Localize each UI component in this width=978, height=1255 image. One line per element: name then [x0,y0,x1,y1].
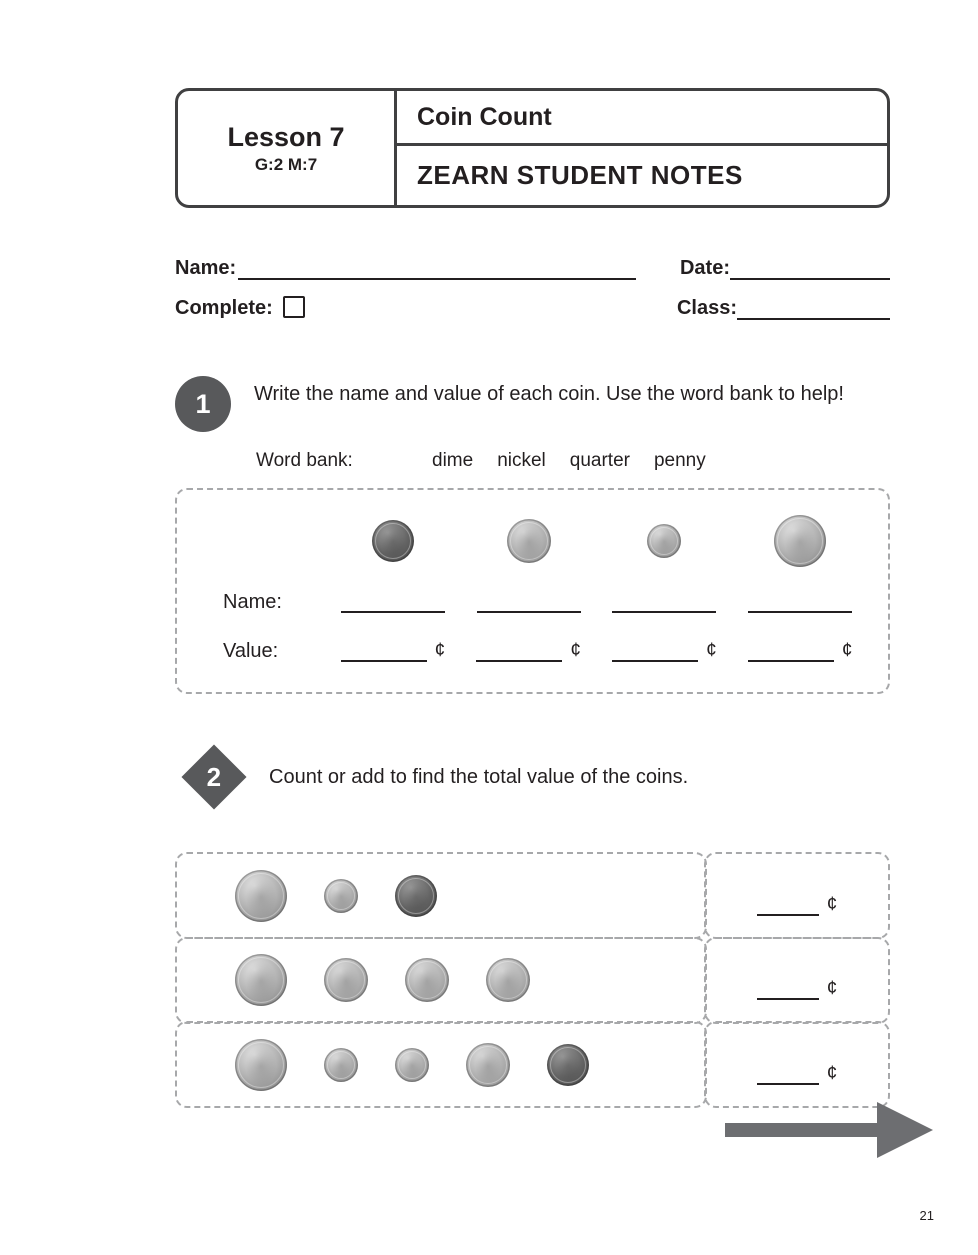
dime-coin [324,1048,358,1082]
penny-coin [547,1044,589,1086]
lesson-title: Coin Count [397,91,887,146]
penny-coin [372,520,414,562]
coin-name-answer-blank[interactable] [748,591,852,613]
complete-checkbox[interactable] [283,296,305,318]
lesson-info [178,91,397,205]
problem-2-rows [175,852,890,1108]
problem-1-answer-box [175,488,890,694]
problem-2-badge [181,744,246,809]
coin-value-answer-blank[interactable] [341,640,427,662]
class-label: Class: [676,297,737,319]
worksheet-subtitle: ZEARN STUDENT NOTES [417,160,743,190]
coin-value-answer-blank[interactable] [476,640,562,662]
name-blank-cell [597,591,733,613]
lesson-number: Lesson 7 [227,121,345,152]
name-date-row [175,240,890,280]
date-blank[interactable] [730,256,890,280]
quarter-coin [235,954,287,1006]
coin-value-answer-blank[interactable] [748,640,834,662]
problem-1-badge [175,376,231,432]
student-info [175,240,890,320]
class-blank[interactable] [737,296,890,320]
coin-name-answer-blank[interactable] [612,591,716,613]
name-row-label: Name: [223,590,282,613]
cent-symbol: ¢ [570,640,581,661]
coin-name-row [197,578,868,626]
coin-group [175,852,707,939]
word-bank-words [432,450,706,472]
problem-2-number: 2 [206,761,222,792]
coin-name-answer-blank[interactable] [341,591,445,613]
dime-coin [395,1048,429,1082]
total-answer-cell [704,1021,890,1108]
value-blank-cell [325,640,461,662]
total-answer-cell [704,937,890,1024]
name-blank[interactable] [238,256,636,280]
coin-group-row [175,937,890,1024]
grade-module: G:2 M:7 [254,154,318,174]
problem-2-instructions: Count or add to find the total value of the coins. [269,765,689,788]
coin-cell [461,519,597,563]
cent-symbol: ¢ [841,640,853,661]
arrow-head [877,1102,933,1158]
dime-coin [324,879,358,913]
coin-cell [325,520,461,562]
name-blank-cell [461,591,597,613]
name-blank-cell [325,591,461,613]
nickel-coin [507,519,551,563]
nickel-coin [466,1043,510,1087]
value-blank-cell [597,640,733,662]
coin-cell [597,524,733,558]
lesson-header-box [175,88,890,208]
cent-symbol: ¢ [434,640,446,661]
word-bank-word: quarter [569,450,630,471]
date-label: Date: [679,257,730,279]
cent-symbol: ¢ [826,1062,838,1084]
problem-1 [175,376,890,432]
total-answer-cell [704,852,890,939]
total-answer-blank[interactable] [757,978,819,1000]
problem-1-instructions: Write the name and value of each coin. Use the word bank to help! [254,383,844,405]
coin-group [175,937,707,1024]
total-answer-blank[interactable] [757,894,819,916]
word-bank [256,450,890,472]
value-blank-cell [732,640,868,662]
problem-2 [175,746,890,808]
dime-coin [647,524,681,558]
coin-value-answer-blank[interactable] [612,640,698,662]
cent-symbol: ¢ [706,640,717,661]
complete-label: Complete: [175,297,273,319]
name-blank-cell [732,591,868,613]
value-blank-cell [461,640,597,662]
name-label: Name: [175,257,237,279]
coin-group-row [175,1021,890,1108]
total-answer-blank[interactable] [757,1063,819,1085]
lesson-title-block [397,91,887,205]
coin-group-row [175,852,890,939]
quarter-coin [235,870,287,922]
arrow-shaft [725,1123,877,1137]
coin-group [175,1021,707,1108]
page-number: 21 [919,1208,934,1223]
word-bank-word: nickel [497,450,546,471]
word-bank-word: dime [432,450,474,471]
cent-symbol: ¢ [826,893,838,915]
coin-name-answer-blank[interactable] [477,591,581,613]
complete-class-row [175,280,890,320]
coin-cell [732,515,868,567]
next-page-arrow-icon [725,1102,933,1158]
nickel-coin [324,958,368,1002]
word-bank-word: penny [653,450,706,471]
penny-coin [395,875,437,917]
problem-1-number: 1 [195,388,211,419]
quarter-coin [235,1039,287,1091]
cent-symbol: ¢ [826,978,838,999]
value-row-label: Value: [223,639,279,662]
word-bank-label: Word bank: [256,450,353,471]
coin-display-row [197,504,868,578]
nickel-coin [486,958,530,1002]
quarter-coin [774,515,826,567]
nickel-coin [405,958,449,1002]
coin-value-row [197,626,868,676]
